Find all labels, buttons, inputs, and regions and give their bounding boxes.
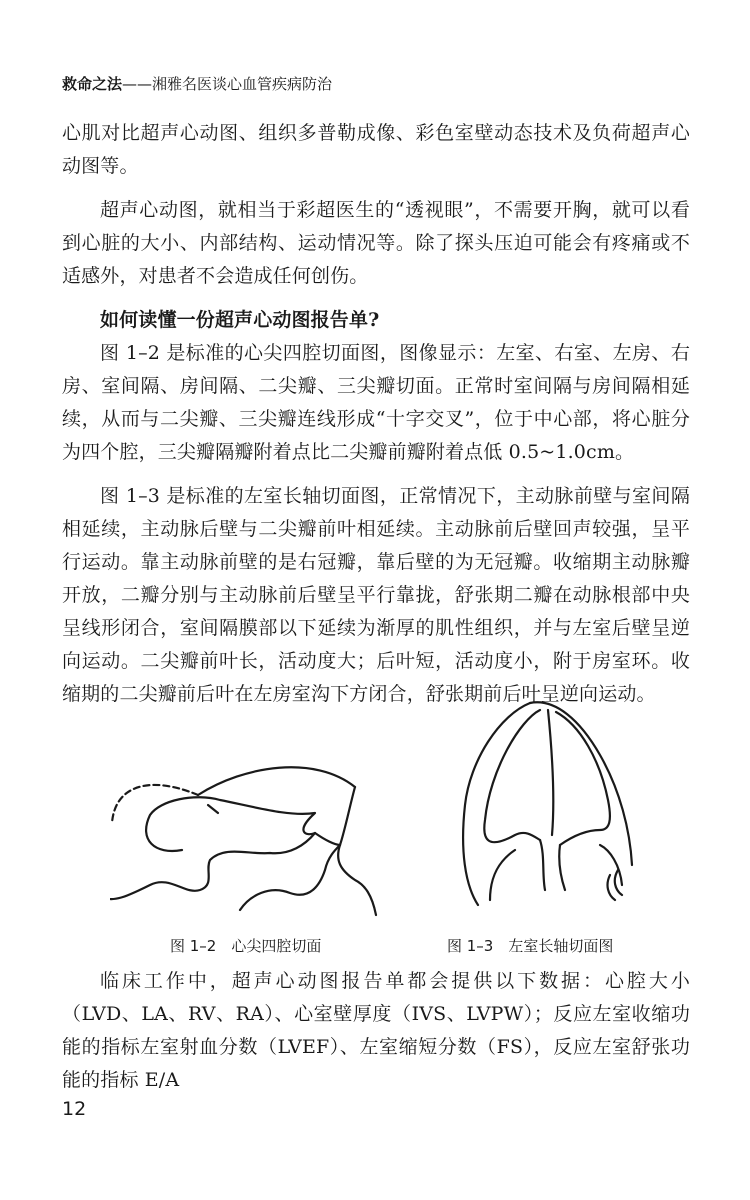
body-text-bottom — [62, 965, 690, 1097]
long-axis-sketch-icon — [460, 700, 640, 925]
book-title: 救命之法 — [62, 75, 123, 93]
paragraph-echo-intro: 超声心动图，就相当于彩超医生的“透视眼”，不需要开胸，就可以看到心脏的大小、内部结构、运动情况等。除了探头压迫可能会有疼痛或不适感外，对患者不会造成任何创伤。 — [62, 199, 690, 287]
paragraph-figure-1-3: 图 1–3 是标准的左室长轴切面图，正常情况下，主动脉前壁与室间隔相延续，主动脉后壁与二尖瓣前叶相延续。主动脉前后壁回声较强，呈平行运动。靠主动脉前壁的是右冠瓣，靠后壁的为无冠瓣。收缩期主动脉瓣开放，二瓣分别与主动脉前后壁呈平行靠拢，舒张期二瓣在动脉根部中央呈线形闭合，室间隔膜部以下延续为渐厚的肌性组织，并与左室后壁呈逆向运动。二尖瓣前叶长，活动度大；后叶短，活动度小，附于房室环。收缩期的二尖瓣前后叶在左房室沟下方闭合，舒张期前后叶呈逆向运动。 — [62, 485, 690, 705]
figure-1-2-caption: 图 1–2 心尖四腔切面 — [170, 937, 322, 955]
paragraph-report-data: 临床工作中，超声心动图报告单都会提供以下数据：心腔大小（LVD、LA、RV、RA）、心室壁厚度（IVS、LVPW）；反应左室收缩功能的指标左室射血分数（LVEF）、左室缩短分数（FS），反应左室舒张功能的指标 E/A — [62, 970, 690, 1091]
figure-1-3-illustration — [460, 700, 640, 925]
body-text-top — [62, 117, 690, 711]
page-number: 12 — [62, 1098, 87, 1120]
section-heading: 如何读懂一份超声心动图报告单? — [100, 309, 380, 331]
figure-1-3-caption: 图 1–3 左室长轴切面图 — [447, 937, 614, 955]
apical-four-chamber-sketch-icon — [110, 745, 380, 920]
paragraph-figure-1-2: 图 1–2 是标准的心尖四腔切面图，图像显示：左室、右室、左房、右房、室间隔、房间隔、二尖瓣、三尖瓣切面。正常时室间隔与房间隔相延续，从而与二尖瓣、三尖瓣连线形成“十字交叉”，位于中心部，将心脏分为四个腔，三尖瓣隔瓣附着点比二尖瓣前瓣附着点低 0.5~1.0cm。 — [62, 342, 690, 463]
figure-1-2-illustration — [110, 745, 380, 920]
running-header — [62, 73, 332, 94]
book-subtitle: ——湘雅名医谈心血管疾病防治 — [122, 75, 333, 93]
paragraph-continued: 心肌对比超声心动图、组织多普勒成像、彩色室壁动态技术及负荷超声心动图等。 — [62, 122, 690, 177]
